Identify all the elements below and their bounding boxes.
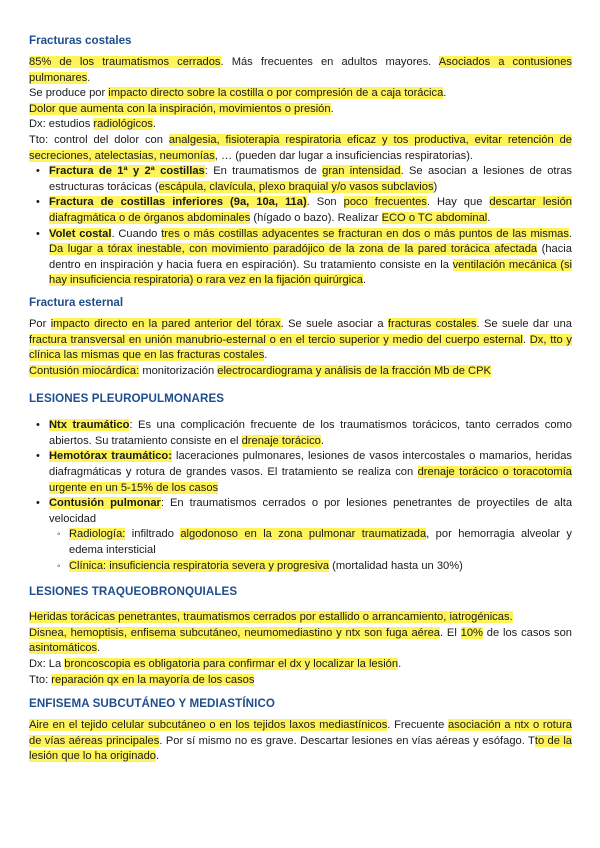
paragraph: Tto: reparación qx en la mayoría de los casos [29, 673, 255, 686]
paragraph: Contusión miocárdica: monitorización electrocardiograma y análisis de la fracción Mb de CPK [29, 364, 491, 377]
sub-list-item: ◦ Radiología: infiltrado algodonoso en la zona pulmonar traumatizada, por hemorragia alveolar y edema intersticial [49, 527, 572, 558]
section-title-enfisema: ENFISEMA SUBCUTÁNEO Y MEDIASTÍNICO [29, 697, 276, 711]
list-item: • Hemotórax traumático: laceraciones pulmonares, lesiones de vasos intercostales o mamarios, heridas diafragmáticas y rotura de grandes vasos. El tratamiento se realiza con drenaje torácico o toracotomía urgente en un 5-15% de los casos [29, 449, 572, 496]
list-item: • Ntx traumático: Es una complicación frecuente de los traumatismos torácicos, tanto cerrados como abiertos. Su tratamiento consiste en el drenaje torácico. [29, 418, 572, 449]
paragraph: Heridas torácicas penetrantes, traumatismos cerrados por estallido o arrancamiento, iatrogénicas. [29, 611, 513, 624]
section-title-fracturas-costales: Fracturas costales [29, 34, 132, 47]
paragraph: Dolor que aumenta con la inspiración, movimientos o presión. [29, 102, 334, 115]
sub-bullet-list [49, 527, 572, 574]
bullet-list [29, 164, 572, 289]
section-title-fractura-esternal: Fractura esternal [29, 295, 124, 309]
paragraph: Disnea, hemoptisis, enfisema subcutáneo, neumomediastino y ntx son fuga aérea. El 10% de los casos son asintomáticos. [29, 626, 572, 655]
paragraph: Dx: La broncoscopia es obligatoria para confirmar el dx y localizar la lesión. [29, 658, 402, 670]
paragraph: Dx: estudios radiológicos. [29, 118, 156, 131]
section-title-lesiones-pleuropulmonares: LESIONES PLEUROPULMONARES [29, 392, 225, 406]
bullet-list [29, 418, 572, 574]
list-item: • Fractura de costillas inferiores (9a, 10a, 11a). Son poco frecuentes. Hay que descartar lesión diafragmática o de órganos abdominales (hígado o bazo). Realizar ECO o TC abdominal. [29, 195, 572, 226]
section-title-lesiones-traqueobronquiales: LESIONES TRAQUEOBRONQUIALES [29, 585, 238, 599]
paragraph: Tto: control del dolor con analgesia, fisioterapia respiratoria eficaz y tos productiva, evitar retención de secreciones, atelectasias, neumonías, … (pueden dar lugar a insuficiencias respiratorias). [29, 133, 572, 162]
paragraph: Por impacto directo en la pared anterior del tórax. Se suele asociar a fracturas costales. Se suele dar una fractura transversal en unión manubrio-esternal o en el tercio superior y medio del cuerpo esternal. Dx, tto y clínica las mismas que en las fracturas costales. [29, 317, 572, 362]
sub-list-item: ◦ Clínica: insuficiencia respiratoria severa y progresiva (mortalidad hasta un 30%) [49, 559, 572, 575]
paragraph: Se produce por impacto directo sobre la costilla o por compresión de a caja torácica. [29, 87, 447, 100]
list-item: • Contusión pulmonar: En traumatismos cerrados o por lesiones penetrantes de proyectiles de alta velocidad ◦ Radiología: infiltrado algodonoso en la zona pulmonar traumatizada, por hemorragia alveolar y edema intersticial ◦ Clínica: insuficiencia respiratoria severa y progresiva (mortalidad hasta un 30%) [29, 496, 572, 574]
list-item: • Volet costal. Cuando tres o más costillas adyacentes se fracturan en dos o más puntos de las mismas. Da lugar a tórax inestable, con movimiento paradójico de la zona de la pared torácica afectada (hacia dentro en inspiración y hacia fuera en espiración). Su tratamiento consiste en la ventilación mecánica (si hay insuficiencia respiratoria) o rara vez en la fijación quirúrgica. [29, 227, 572, 289]
paragraph: Aire en el tejido celular subcutáneo o en los tejidos laxos mediastínicos. Frecuente asociación a ntx o rotura de vías aéreas principales. Por sí mismo no es grave. Descartar lesiones en vías aéreas y esófago. Tto de la lesión que lo ha originado. [29, 719, 572, 763]
paragraph: 85% de los traumatismos cerrados. Más frecuentes en adultos mayores. Asociados a contusiones pulmonares. [29, 56, 572, 84]
list-item: • Fractura de 1ª y 2ª costillas: En traumatismos de gran intensidad. Se asocian a lesiones de otras estructuras torácicas (escápula, clavícula, plexo braquial y/o vasos subclavios) [29, 164, 572, 195]
